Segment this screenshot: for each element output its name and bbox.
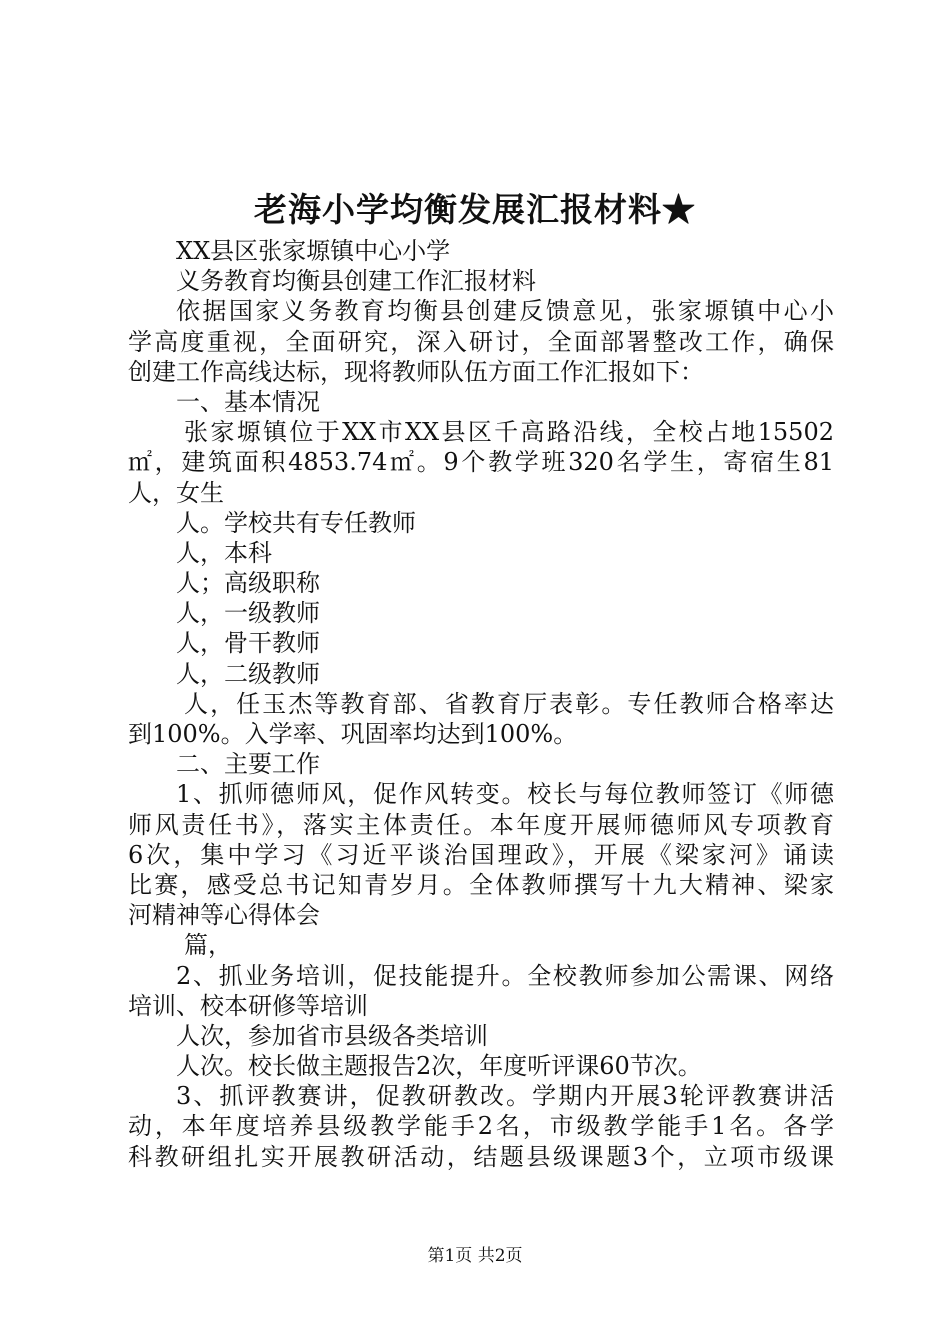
text-line: 人，本科 [176, 538, 272, 567]
text-line: 河精神等心得体会 [128, 901, 320, 930]
text-line: 人，骨干教师 [176, 629, 320, 658]
text-line: 人，任玉杰等教育部、省教育厅表彰。专任教师合格率达 [184, 689, 834, 718]
text-line: XX县区张家塬镇中心小学 [176, 237, 451, 265]
text-line: 3、抓评教赛讲，促教研教改。学期内开展3轮评教赛讲活 [176, 1082, 834, 1111]
document-body [128, 236, 834, 1172]
text-line: 学高度重视，全面研究，深入研讨，全面部署整改工作，确保 [128, 327, 834, 356]
text-line: 2、抓业务培训，促技能提升。全校教师参加公需课、网络 [176, 961, 834, 990]
page-number: 第1页 共2页 [427, 1246, 523, 1266]
text-line: 到100%。入学率、巩固率均达到100%。 [128, 720, 578, 748]
document-title: 老海小学均衡发展汇报材料★ [254, 190, 696, 229]
text-line: 科教研组扎实开展教研活动，结题县级课题3个，立项市级课 [128, 1142, 834, 1171]
text-line: ㎡，建筑面积4853.74㎡。9个教学班320名学生，寄宿生81 [128, 448, 834, 477]
text-line: 人。学校共有专任教师 [176, 508, 416, 537]
text-line: 比赛，感受总书记知青岁月。全体教师撰写十九大精神、梁家 [128, 870, 834, 899]
text-line: 人次。校长做主题报告2次，年度听评课60节次。 [176, 1052, 702, 1081]
text-line: 师风责任书》，落实主体责任。本年度开展师德师风专项教育 [128, 810, 834, 839]
text-line: 张家塬镇位于XX市XX县区千高路沿线，全校占地15502 [184, 418, 834, 447]
text-line: 义务教育均衡县创建工作汇报材料 [176, 267, 536, 296]
text-line: 培训、校本研修等培训 [128, 991, 368, 1020]
text-line: 人；高级职称 [176, 569, 320, 598]
text-line: 1、抓师德师风，促作风转变。校长与每位教师签订《师德 [176, 780, 834, 809]
text-line: 创建工作高线达标，现将教师队伍方面工作汇报如下： [128, 357, 704, 386]
section-heading: 二、主要工作 [176, 750, 320, 779]
text-line: 动，本年度培养县级教学能手2名，市级教学能手1名。各学 [128, 1112, 834, 1141]
section-heading: 一、基本情况 [176, 387, 320, 416]
text-line: 人，二级教师 [176, 659, 320, 688]
text-line: 人次，参加省市县级各类培训 [176, 1021, 488, 1050]
text-line: 人，一级教师 [176, 599, 320, 628]
text-line: 人，女生 [128, 478, 224, 507]
text-line: 篇， [184, 931, 232, 960]
text-line: 6次，集中学习《习近平谈治国理政》，开展《梁家河》诵读 [128, 840, 834, 869]
text-line: 依据国家义务教育均衡县创建反馈意见，张家塬镇中心小 [176, 297, 834, 326]
